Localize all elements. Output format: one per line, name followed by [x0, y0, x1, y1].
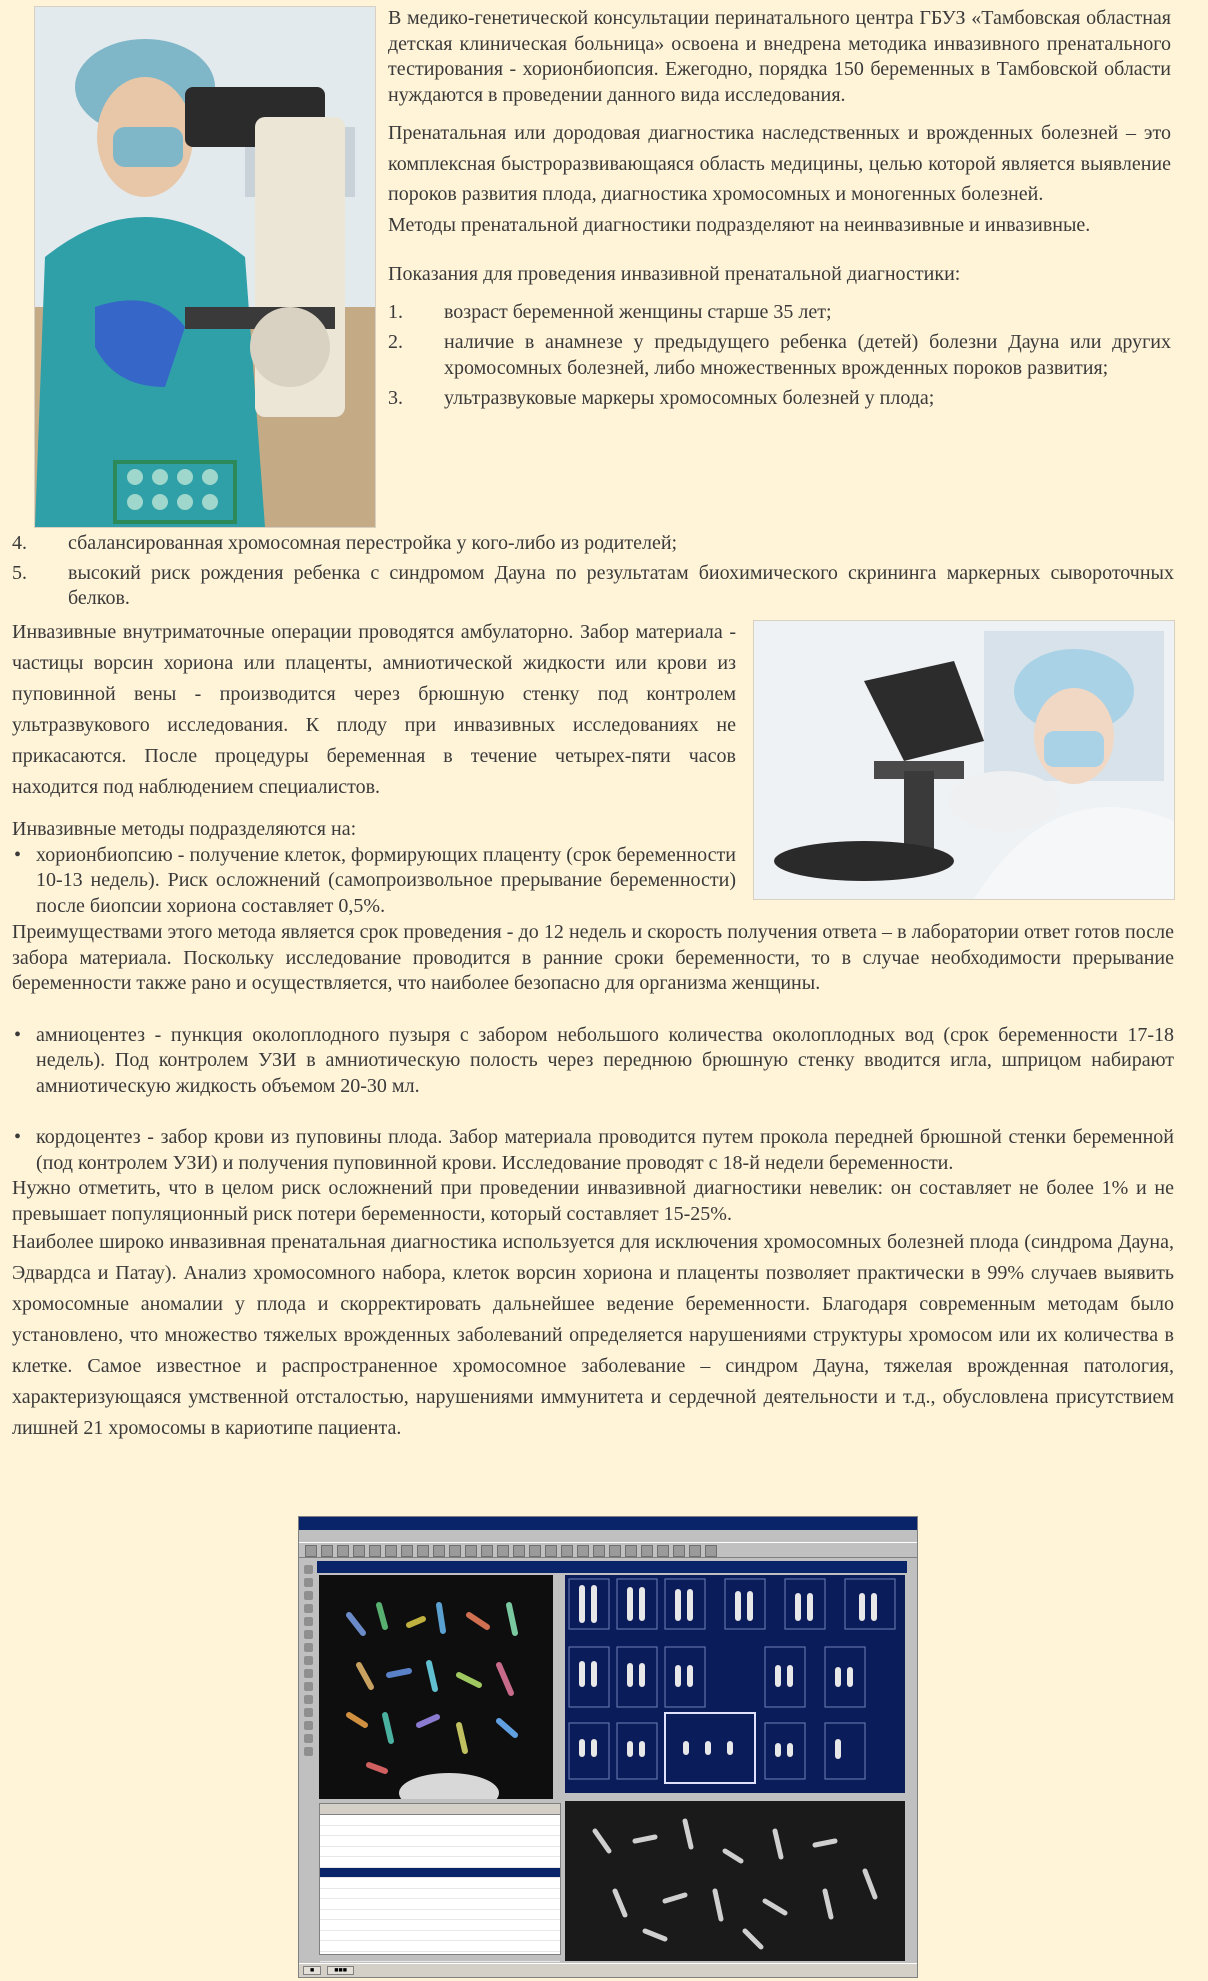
- karyogram-grid: [565, 1575, 905, 1793]
- karyogram-panel: [565, 1575, 905, 1793]
- indication-text: наличие в анамнезе у предыдущего ребенка (детей) болезни Дауна или других хромосомных болезней, либо множественных врожденных пороков развития;: [444, 331, 1171, 379]
- lab-assistant-illustration: [754, 621, 1174, 899]
- window-toolbar: [299, 1542, 917, 1558]
- method-chorion-text: хорионбиопсию - получение клеток, формирующих плаценту (срок беременности 10-13 недель). Риск осложнений (самопроизвольное прерывание беременности) после биопсии хориона составляет 0,5%.: [36, 843, 736, 917]
- intro-paragraph-1: В медико-генетической консультации перинатального центра ГБУЗ «Тамбовская областная детская клиническая больница» освоена и внедрена методика инвазивного пренатального тестирования - хорионбиопсия. Ежегодно, порядка 150 беременных в Тамбовской области нуждаются в проведении данного вида исследования.: [388, 7, 1171, 106]
- method-chorion-biopsy: [12, 843, 736, 920]
- procedure-paragraph: Инвазивные внутриматочные операции проводятся амбулаторно. Забор материала - частицы ворсин хориона или плаценты, амниотической жидкости или крови из пуповинной вены - производится через брюшную стенку под контролем ультразвукового исследования. К плоду при инвазивных исследованиях не прикасаются. После процедуры беременная в течение четырех-пяти часов находится под наблюдением специалистов.: [12, 621, 736, 798]
- conclusion-paragraph: Наиболее широко инвазивная пренатальная диагностика используется для исключения хромосомных болезней плода (синдрома Дауна, Эдвардса и Патау). Анализ хромосомного набора, клеток ворсин хориона и плаценты позволяет практически в 99% случаев выявить хромосомные аномалии у плода и скорректировать дальнейшее ведение беременности. Благодаря современным методам было установлено, что множество тяжелых врожденных заболеваний определяется нарушениями структуры хромосом или их количества в клетке. Самое известное и распространенное хромосомное заболевание – синдром Дауна, тяжелая врожденная патология, характеризующаяся умственной отсталостью, нарушениями иммунитета и сердечной деятельности и т.д., обусловлена присутствием лишней 21 хромосомы в кариотипе пациента.: [12, 1231, 1174, 1439]
- indication-number: 1.: [388, 300, 403, 323]
- method-amnio-text: амниоцентез - пункция околоплодного пузыря с забором небольшого количества околоплодных вод (срок беременности 17-18 недель). Под контролем УЗИ в амниотическую полость через переднюю брюшную стенку вводится игла, шприцом набирают амниотическую жидкость объемом 20-30 мл.: [36, 1023, 1174, 1097]
- indication-number: 4.: [12, 532, 27, 554]
- window-menubar: [299, 1530, 917, 1542]
- methods-heading: Инвазивные методы подразделяются на:: [12, 818, 357, 840]
- taskbar: [299, 1963, 917, 1977]
- indication-item: [388, 300, 1171, 326]
- bullet: •: [14, 843, 22, 866]
- methods-section: [12, 817, 736, 919]
- indication-text: возраст беременной женщины старше 35 лет;: [444, 300, 832, 323]
- photo-lab-assistant: [753, 620, 1175, 900]
- grayscale-chromosomes: [565, 1801, 905, 1961]
- indication-number: 2.: [388, 331, 403, 353]
- intro-paragraph-3: Методы пренатальной диагностики подразделяют на неинвазивные и инвазивные.: [388, 213, 1091, 236]
- indication-number: 3.: [388, 387, 403, 409]
- indication-item: [12, 561, 1174, 612]
- intro-text: [388, 6, 1171, 412]
- indication-text: высокий риск рождения ребенка с синдромом Дауна по результатам биохимического скрининга маркерных сывороточных белков.: [68, 561, 1174, 609]
- metaphase-chromosomes: [319, 1575, 553, 1799]
- indication-number: 5.: [12, 561, 27, 584]
- bullet: •: [14, 1023, 22, 1046]
- metaphase-image: [319, 1575, 553, 1799]
- measurement-table: [319, 1803, 561, 1955]
- window-titlebar: [299, 1517, 917, 1530]
- intro-paragraph-2: Пренатальная или дородовая диагностика наследственных и врожденных болезней – это комплексная быстроразвивающаяся область медицины, целью которой является выявление пороков развития плода, диагностика хромосомных и моногенных болезней.: [388, 122, 1171, 205]
- risk-paragraph: Нужно отметить, что в целом риск осложнений при проведении инвазивной диагностики невелик: он составляет не более 1% и не превышает популяционный риск потери беременности, который составляет 15-25%.: [12, 1177, 1174, 1225]
- indication-item: [388, 386, 1171, 412]
- left-toolbox: [301, 1561, 315, 1925]
- indication-item: [388, 330, 1171, 381]
- indication-text: сбалансированная хромосомная перестройка у кого-либо из родителей;: [68, 532, 678, 554]
- bullet: •: [14, 1126, 22, 1148]
- document-titlebar: [317, 1561, 907, 1573]
- lab-photo-illustration: [35, 7, 375, 527]
- status-bar: [299, 1953, 917, 1963]
- taskbar-app-button: ■■■: [327, 1966, 354, 1975]
- indication-text: ультразвуковые маркеры хромосомных болезней у плода;: [444, 387, 935, 409]
- grayscale-metaphase: [565, 1801, 905, 1961]
- indications-continued: [12, 531, 1174, 612]
- method-cordocentesis: [12, 1125, 1174, 1176]
- method-cordo-text: кордоцентез - забор крови из пуповины плода. Забор материала проводится путем прокола передней брюшной стенки беременной (под контролем УЗИ) и получения пуповинной крови. Исследование проводят с 18-й недели беременности.: [36, 1126, 1174, 1174]
- methods-continued: [12, 920, 1174, 1444]
- indications-heading: Показания для проведения инвазивной пренатальной диагностики:: [388, 263, 961, 285]
- indication-item: [12, 531, 1174, 557]
- advantages-paragraph: Преимуществами этого метода является срок проведения - до 12 недель и скорость получения ответа – в лаборатории ответ готов после забора материала. Поскольку исследование проводится в ранние сроки беременности, то в случае необходимости прерывание беременности также рано и осуществляется, что наиболее безопасно для организма женщины.: [12, 921, 1174, 994]
- photo-lab-technician: [34, 6, 376, 528]
- start-button: ■: [303, 1966, 321, 1975]
- method-amniocentesis: [12, 1023, 1174, 1100]
- karyotype-software-screenshot: [298, 1516, 918, 1978]
